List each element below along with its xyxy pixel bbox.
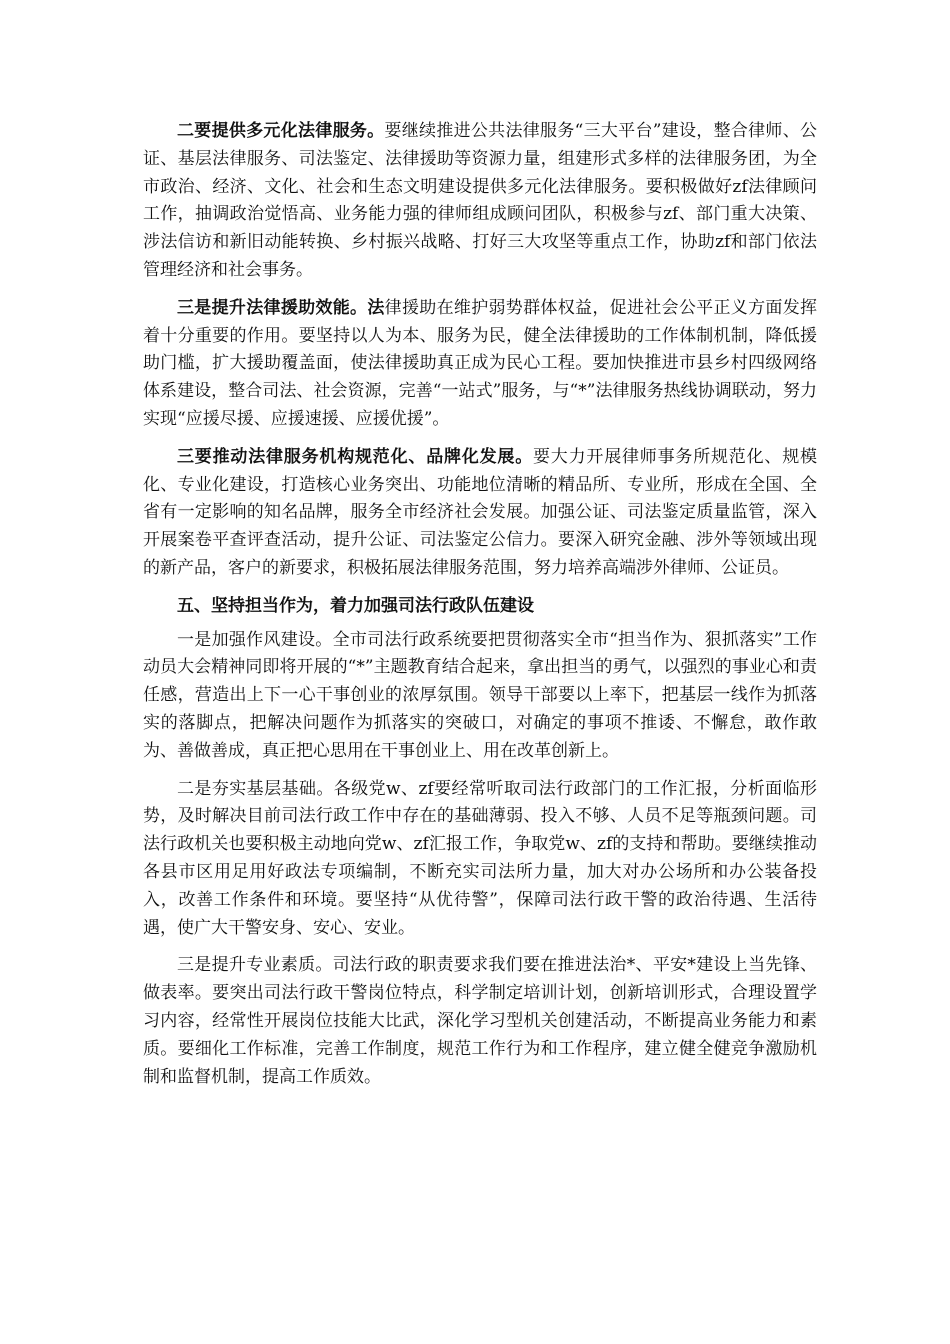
paragraph-lead: 二要提供多元化法律服务。 <box>177 121 385 141</box>
paragraph-text: 要大力开展律师事务所规范化、规模化、专业化建设，打造核心业务突出、功能地位清晰的精品所、专业所，形成在全国、全省有一定影响的知名品牌，服务全市经济社会发展。加强公证、司法鉴定质量监管，深入开展案卷平查评查活动，提升公证、司法鉴定公信力。要深入研究金融、涉外等领域出现的新产品，客户的新要求，积极拓展法律服务范围，努力培养高端涉外律师、公证员。 <box>143 446 817 578</box>
paragraph-grassroots <box>143 776 817 943</box>
paragraph-institution-branding <box>143 444 817 583</box>
section-heading <box>143 593 817 621</box>
paragraph-legal-services <box>143 118 817 285</box>
paragraph-text: 要继续推进公共法律服务“三大平台”建设，整合律师、公证、基层法律服务、司法鉴定、法律援助等资源力量，组建形式多样的法律服务团，为全市政治、经济、文化、社会和生态文明建设提供多元化法律服务。要积极做好zf法律顾问工作，抽调政治觉悟高、业务能力强的律师组成顾问团队，积极参与zf、部门重大决策、涉法信访和新旧动能转换、乡村振兴战略、打好三大攻坚等重点工作，协助zf和部门依法管理经济和社会事务。 <box>143 121 818 280</box>
paragraph-lead: 三要推动法律服务机构规范化、品牌化发展。 <box>177 446 533 467</box>
paragraph-professional-quality <box>143 952 817 1091</box>
paragraph-text: 律援助在维护弱势群体权益，促进社会公平正义方面发挥着十分重要的作用。要坚持以人为本、服务为民，健全法律援助的工作体制机制，降低援助门槛，扩大援助覆盖面，使法律援助真正成为民心工程。要加快推进市县乡村四级网络体系建设，整合司法、社会资源，完善“一站式”服务，与“*”法律服务热线协调联动，努力实现“应援尽援、应援速援、应援优援”。 <box>143 297 818 429</box>
paragraph-text: 三是提升专业素质。司法行政的职责要求我们要在推进法治*、平安*建设上当先锋、做表率。要突出司法行政干警岗位特点，科学制定培训计划，创新培训形式，合理设置学习内容，经常性开展岗位技能大比武，深化学习型机关创建活动，不断提高业务能力和素质。要细化工作标准，完善工作制度，规范工作行为和工作程序，建立健全健竞争激励机制和监督机制，提高工作质效。 <box>143 955 817 1087</box>
paragraph-lead: 三是提升法律援助效能。法 <box>177 297 385 318</box>
paragraph-text: 二是夯实基层基础。各级党w、zf要经常听取司法行政部门的工作汇报，分析面临形势，及时解决目前司法行政工作中存在的基础薄弱、投入不够、人员不足等瓶颈问题。司法行政机关也要积极主动地向党w、zf汇报工作，争取党w、zf的支持和帮助。要继续推动各县市区用足用好政法专项编制，不断充实司法所力量，加大对办公场所和办公装备投入，改善工作条件和环境。要坚持“从优待警”，保障司法行政干警的政治待遇、生活待遇，使广大干警安身、安心、安业。 <box>143 778 817 938</box>
section-heading-text: 五、坚持担当作为，着力加强司法行政队伍建设 <box>177 595 534 616</box>
paragraph-text: 一是加强作风建设。全市司法行政系统要把贯彻落实全市“担当作为、狠抓落实”工作动员大会精神同即将开展的“*”主题教育结合起来，拿出担当的勇气，以强烈的事业心和责任感，营造出上下一心干事创业的浓厚氛围。领导干部要以上率下，把基层一线作为抓落实的落脚点，把解决问题作为抓落实的突破口，对确定的事项不推诿、不懈怠，敢作敢为、善做善成，真正把心思用在干事创业上、用在改革创新上。 <box>143 629 817 761</box>
document-body <box>143 118 817 1101</box>
paragraph-work-style <box>143 627 817 766</box>
paragraph-legal-aid <box>143 295 817 434</box>
